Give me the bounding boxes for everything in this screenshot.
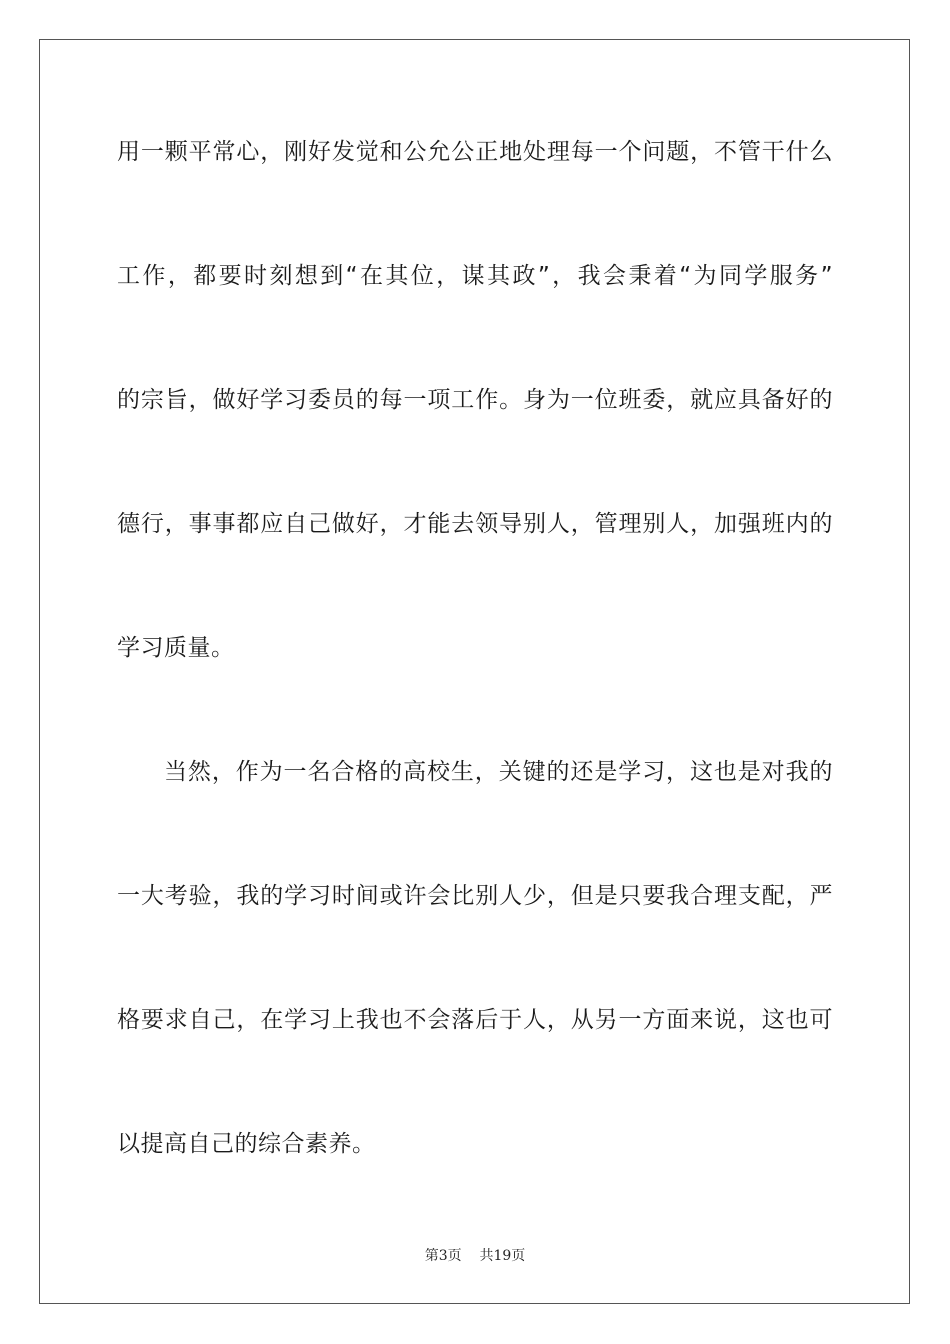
total-pages: 共19页 xyxy=(479,1248,526,1264)
paragraph-2-line-4: 以提高自己的综合素养。 xyxy=(117,1131,376,1157)
paragraph-1-line-2: 工作，都要时刻想到“在其位，谋其政”，我会秉着“为同学服务” xyxy=(117,263,833,289)
page-border xyxy=(39,39,910,1304)
paragraph-1-line-1: 用一颗平常心，刚好发觉和公允公正地处理每一个问题，不管干什么 xyxy=(117,139,833,165)
page-footer xyxy=(0,1247,950,1265)
paragraph-1-line-5: 学习质量。 xyxy=(117,635,235,661)
paragraph-1-line-3: 的宗旨，做好学习委员的每一项工作。身为一位班委，就应具备好的 xyxy=(117,387,833,413)
paragraph-2-line-2: 一大考验，我的学习时间或许会比别人少，但是只要我合理支配，严 xyxy=(117,883,833,909)
page-number: 第3页 xyxy=(424,1248,462,1264)
paragraph-2-line-1: 当然，作为一名合格的高校生，关键的还是学习，这也是对我的 xyxy=(164,759,833,785)
paragraph-2-line-3: 格要求自己，在学习上我也不会落后于人，从另一方面来说，这也可 xyxy=(117,1007,833,1033)
paragraph-1-line-4: 德行，事事都应自己做好，才能去领导别人，管理别人，加强班内的 xyxy=(117,511,833,537)
